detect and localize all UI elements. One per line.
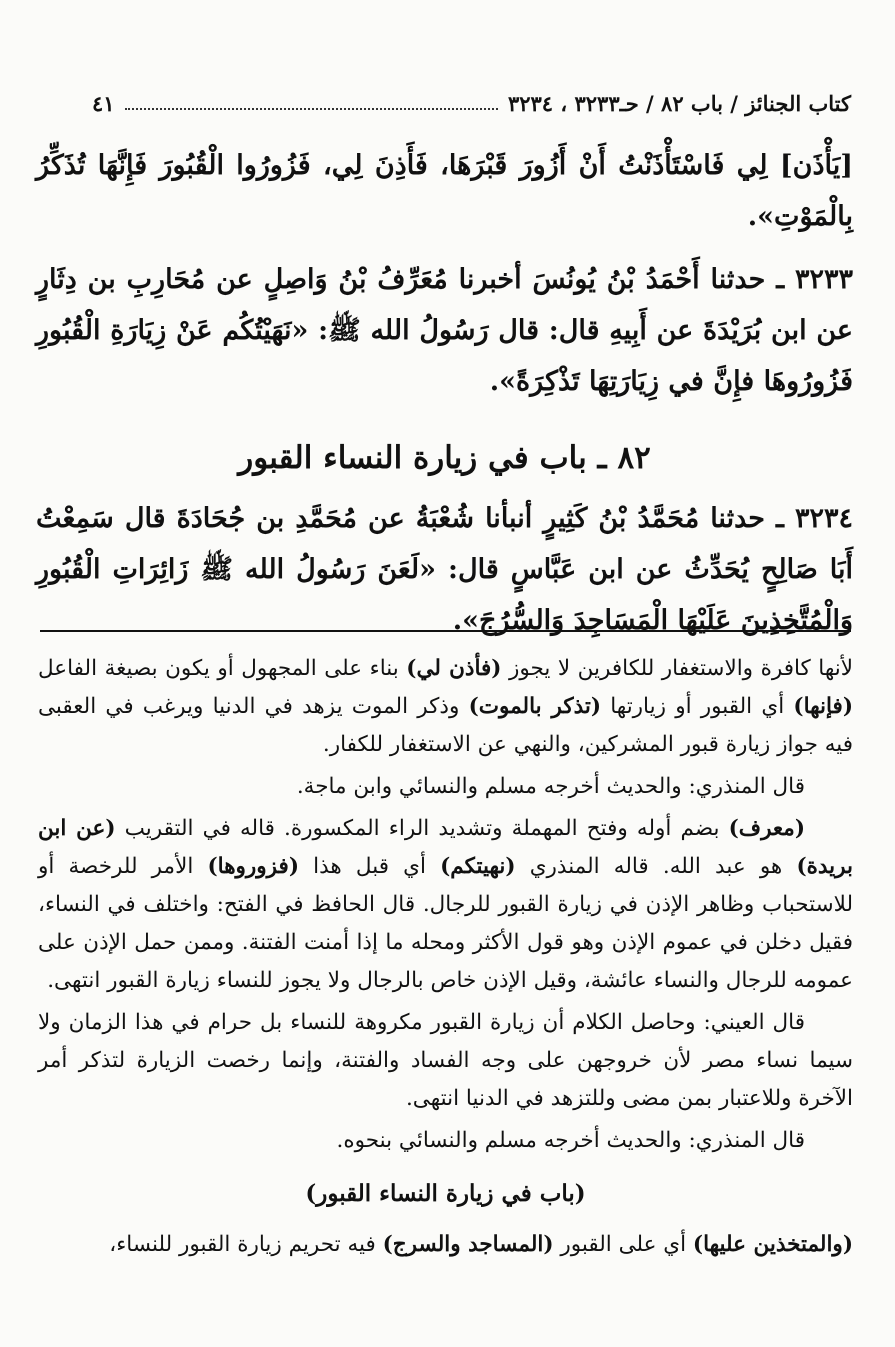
hadith-3234: ٣٢٣٤ ـ حدثنا مُحَمَّدُ بْنُ كَثِيرٍ أنبأنا شُعْبَةُ عن مُحَمَّدِ بن جُحَادَةَ قال سَمِعْتُ أَبَا صَالِحٍ يُحَدِّثُ عن ابن عَبَّاسٍ قال: «لَعَنَ رَسُولُ الله ﷺ زَائِرَاتِ الْقُبُورِ وَالْمُتَّخِذِينَ عَلَيْهَا الْمَسَاجِدَ وَالسُّرُجَ». xyxy=(36,503,853,636)
commentary-text: الأمر للرخصة أو للاستحباب وظاهر الإذن في زيارة القبور للرجال. قال الحافظ في الفتح: واختلف في النساء، فقيل دخلن في عموم الإذن وهو قول الأكثر ومحله ما إذا أمنت الفتنة. وممن حمل الإذن على عمومه للرجال والنساء عائشة، وقيل الإذن خاص بالرجال ولا يجوز للنساء زيارة القبور انتهى. xyxy=(38,854,853,993)
commentary-section xyxy=(38,650,853,1268)
commentary-text: أي قبل هذا xyxy=(299,854,441,879)
commentary-keyword: (فأذن لي) xyxy=(406,656,502,681)
commentary-keyword: (فإنها) xyxy=(793,694,854,719)
commentary-keyword: (والمتخذين عليها) xyxy=(692,1232,853,1257)
running-header xyxy=(92,88,851,118)
commentary-text: بناء على المجهول أو يكون بصيغة الفاعل xyxy=(38,656,407,681)
commentary-citation: قال المنذري: والحديث أخرجه مسلم والنسائي بنحوه. xyxy=(336,1128,805,1153)
commentary-text: لأنها كافرة والاستغفار للكافرين لا يجوز xyxy=(501,656,853,681)
hadith-3233: ٣٢٣٣ ـ حدثنا أَحْمَدُ بْنُ يُونُسَ أخبرنا مُعَرِّفُ بْنُ وَاصِلٍ عن مُحَارِبِ بن دِثَارٍ عن ابن بُرَيْدَةَ عن أَبِيهِ قال: قال رَسُولُ الله ﷺ: «نَهَيْتُكُم عَنْ زِيَارَةِ الْقُبُورِ فَزُورُوهَا فإِنَّ في زِيَارَتِهَا تَذْكِرَةً». xyxy=(36,264,853,397)
commentary-keyword: (فزوروها) xyxy=(207,854,299,879)
commentary-keyword: (نهيتكم) xyxy=(440,854,516,879)
commentary-subheading: (باب في زيارة النساء القبور) xyxy=(305,1180,586,1207)
hadith-continuation: [يَأْذَن] لِي فَاسْتَأْذَنْتُ أَنْ أَزُورَ قَبْرَهَا، فَأَذِنَ لِي، فَزُورُوا الْقُبُورَ فَإِنَّهَا تُذَكِّرُ بِالْمَوْتِ». xyxy=(36,150,853,232)
commentary-keyword: (تذكر بالموت) xyxy=(468,694,602,719)
commentary-paragraph xyxy=(38,650,853,764)
commentary-text: بضم أوله وفتح المهملة وتشديد الراء المكسورة. قاله في التقريب xyxy=(115,816,729,841)
commentary-text: أي القبور أو زيارتها xyxy=(601,694,794,719)
header-dot-leader xyxy=(125,108,498,110)
commentary-text: أي على القبور xyxy=(553,1232,693,1257)
commentary-paragraph: قال العيني: وحاصل الكلام أن زيارة القبور مكروهة للنساء بل حرام في هذا الزمان ولا سيما نساء مصر لأن خروجهن على وجه الفساد والفتنة، وإنما رخصت الزيارة لتذكر أمر الآخرة وللاعتبار بمن مضى وللتزهد في الدنيا انتهى. xyxy=(38,1010,853,1111)
commentary-text: هو عبد الله. قاله المنذري xyxy=(515,854,797,879)
commentary-keyword: (المساجد والسرج) xyxy=(382,1232,554,1257)
chapter-heading: ٨٢ ـ باب في زيارة النساء القبور xyxy=(238,440,651,476)
commentary-paragraph xyxy=(38,810,853,1000)
commentary-paragraph xyxy=(38,1226,853,1264)
footnote-divider xyxy=(40,630,851,632)
commentary-keyword: (عن ابن بريدة) xyxy=(38,816,853,879)
commentary-citation: قال المنذري: والحديث أخرجه مسلم والنسائي وابن ماجة. xyxy=(296,774,805,799)
page-number: ٤١ xyxy=(92,90,115,116)
running-title: كتاب الجنائز / باب ٨٢ / حـ٣٢٣٣ ، ٣٢٣٤ xyxy=(507,90,851,116)
main-hadith-text xyxy=(36,140,853,646)
commentary-text: وذكر الموت يزهد في الدنيا ويرغب في العقبى فيه جواز زيارة قبور المشركين، والنهي عن الاستغفار للكفار. xyxy=(38,694,853,757)
commentary-text: فيه تحريم زيارة القبور للنساء، xyxy=(109,1232,383,1257)
commentary-keyword: (معرف) xyxy=(728,816,805,841)
